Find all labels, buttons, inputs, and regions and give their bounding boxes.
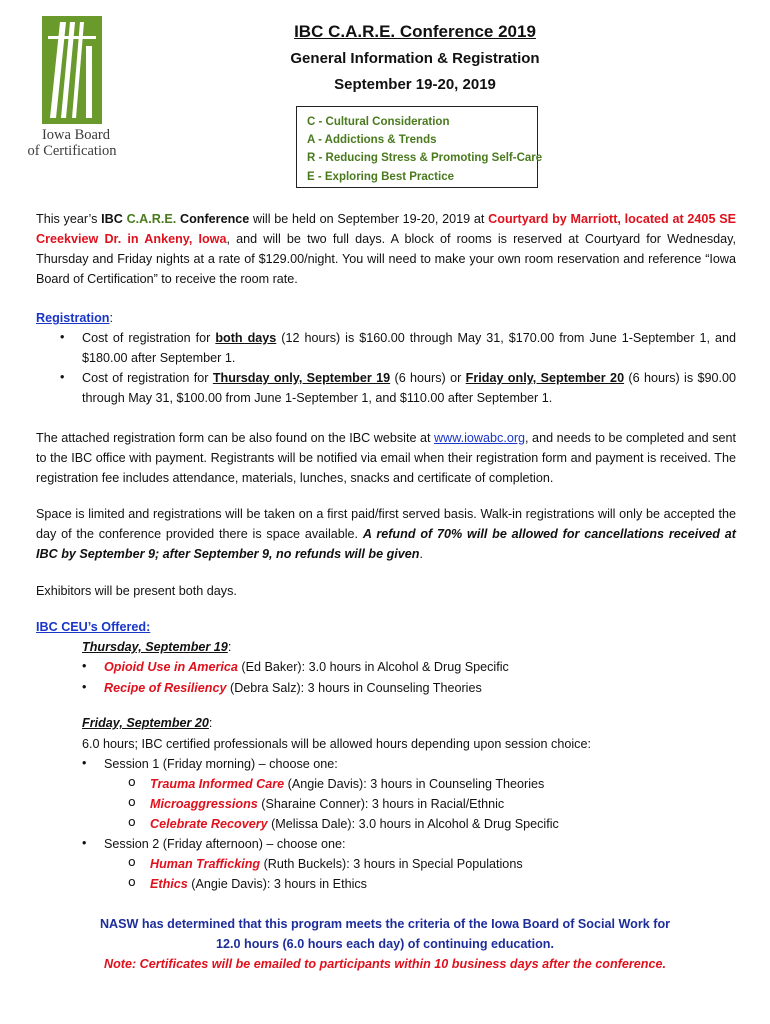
friday-only-label: Friday only, September 20	[465, 371, 625, 385]
text: Cost of registration for	[82, 371, 213, 385]
session-title: Celebrate Recovery	[150, 817, 268, 831]
session-details: (Melissa Dale): 3.0 hours in Alcohol & Drug Specific	[267, 817, 559, 831]
bullet-icon: •	[82, 756, 87, 770]
session-item	[104, 657, 509, 677]
text: , and needs to be completed and sent to the IBC office with payment. Registrants will be notified via email when their registration form and payment is received. The registration fee includes attendance, materials, lunches, snacks and certificate of completion.	[36, 431, 736, 485]
text: The attached registration form can be also found on the IBC website at	[36, 431, 435, 445]
session-details: (Angie Davis): 3 hours in Counseling Theories	[284, 777, 545, 791]
circle-bullet-icon: o	[128, 814, 136, 829]
nasw-statement-line-1: NASW has determined that this program meets the criteria of the Iowa Board of Social Work for	[99, 917, 671, 931]
certificate-note: Note: Certificates will be emailed to participants within 10 business days after the conference.	[104, 957, 666, 971]
text: Cost of registration for	[82, 331, 216, 345]
friday-label: Friday, September 20	[82, 716, 209, 730]
page-subtitle: General Information & Registration	[290, 50, 540, 67]
friday-note: 6.0 hours; IBC certified professionals will be allowed hours depending upon session choice:	[82, 737, 591, 751]
registration-colon: :	[109, 311, 113, 325]
session-title: Recipe of Resiliency	[104, 681, 227, 695]
registration-heading	[36, 308, 736, 328]
session-title: Human Trafficking	[150, 857, 261, 871]
registration-form-paragraph	[36, 428, 736, 488]
thursday-heading	[82, 637, 231, 657]
session-details: (Debra Salz): 3 hours in Counseling Theories	[226, 681, 482, 695]
session-details: (Sharaine Conner): 3 hours in Racial/Ethnic	[257, 797, 505, 811]
text: (6 hours) is $90.00 through May 31, $100.00 from June 1-September 1, and $110.00 after September 1.	[82, 371, 737, 405]
thursday-only-label: Thursday only, September 19	[212, 371, 391, 385]
bullet-icon: •	[60, 370, 65, 384]
session-1-label: Session 1 (Friday morning) – choose one:	[104, 757, 338, 771]
session-2-label: Session 2 (Friday afternoon) – choose one:	[104, 837, 346, 851]
session-title: Trauma Informed Care	[150, 777, 285, 791]
circle-bullet-icon: o	[128, 774, 136, 789]
intro-text: , and will be two full days. A block of rooms is reserved at Courtyard for Wednesday, Thursday and Friday nights at a rate of $129.00/night. You will need to make your own room reservation and reference “Iowa Board of Certification” to receive the room rate.	[36, 232, 736, 286]
session-title: Ethics	[150, 877, 188, 891]
page-title: IBC C.A.R.E. Conference 2019	[294, 22, 536, 41]
session-option	[150, 814, 559, 834]
intro-paragraph	[36, 209, 736, 289]
intro-care: C.A.R.E.	[126, 212, 177, 226]
registration-single-day	[82, 368, 736, 408]
ceu-heading-text: IBC CEU’s Offered:	[36, 620, 151, 634]
session-option	[150, 774, 544, 794]
logo-line-1: Iowa Board	[41, 127, 111, 143]
session-title: Opioid Use in America	[104, 660, 238, 674]
session-option	[150, 794, 504, 814]
text: (6 hours) or	[390, 371, 466, 385]
bullet-icon: •	[82, 659, 87, 673]
intro-text: will be held on September 19-20, 2019 at	[249, 212, 489, 226]
registration-both-days	[82, 328, 736, 368]
colon: :	[208, 716, 213, 730]
intro-conference: Conference	[176, 212, 250, 226]
bullet-icon: •	[82, 836, 87, 850]
session-title: Microaggressions	[150, 797, 258, 811]
care-item: R - Reducing Stress & Promoting Self-Care	[307, 152, 543, 165]
session-option	[150, 854, 523, 874]
text: Space is limited and registrations will be taken on a first paid/first served basis. Walk-in registrations will only be accepted the day of the conference provided there is space available.	[36, 507, 736, 541]
circle-bullet-icon: o	[128, 874, 136, 889]
conference-dates: September 19-20, 2019	[334, 76, 496, 93]
colon: :	[227, 640, 232, 654]
session-details: (Ruth Buckels): 3 hours in Special Populations	[260, 857, 523, 871]
care-item: E - Exploring Best Practice	[307, 170, 454, 183]
session-details: (Angie Davis): 3 hours in Ethics	[187, 877, 367, 891]
care-item: C - Cultural Consideration	[307, 116, 450, 128]
logo-line-2: of Certification	[27, 143, 117, 159]
circle-bullet-icon: o	[128, 854, 136, 869]
text: .	[419, 547, 424, 561]
space-policy-paragraph	[36, 504, 736, 564]
intro-text: This year’s	[36, 212, 102, 226]
thursday-label: Thursday, September 19	[82, 640, 228, 654]
friday-heading	[82, 713, 212, 733]
registration-heading-text: Registration	[36, 311, 110, 325]
session-details: (Ed Baker): 3.0 hours in Alcohol & Drug Specific	[237, 660, 509, 674]
intro-ibc: IBC	[101, 212, 127, 226]
bullet-icon: •	[82, 680, 87, 694]
exhibitors-note: Exhibitors will be present both days.	[36, 584, 237, 598]
venue-location: Courtyard by Marriott, located at 2405 SE Creekview Dr. in Ankeny, Iowa	[36, 212, 736, 246]
logo-mark-icon	[42, 16, 102, 124]
circle-bullet-icon: o	[128, 794, 136, 809]
session-option	[150, 874, 367, 894]
care-item: A - Addictions & Trends	[307, 134, 437, 147]
session-item	[104, 678, 482, 698]
website-link[interactable]: www.iowabc.org	[434, 431, 526, 445]
nasw-statement-line-2: 12.0 hours (6.0 hours each day) of continuing education.	[216, 937, 554, 951]
ceu-heading	[36, 617, 736, 637]
text: (12 hours) is $160.00 through May 31, $170.00 from June 1-September 1, and $180.00 after September 1.	[82, 331, 736, 365]
iowa-board-logo	[22, 16, 122, 161]
refund-policy: A refund of 70% will be allowed for cancellations received at IBC by September 9; after September 9, no refunds will be given	[36, 527, 736, 561]
care-acronym-box	[296, 106, 543, 188]
bullet-icon: •	[60, 330, 65, 344]
both-days-label: both days	[215, 331, 277, 345]
